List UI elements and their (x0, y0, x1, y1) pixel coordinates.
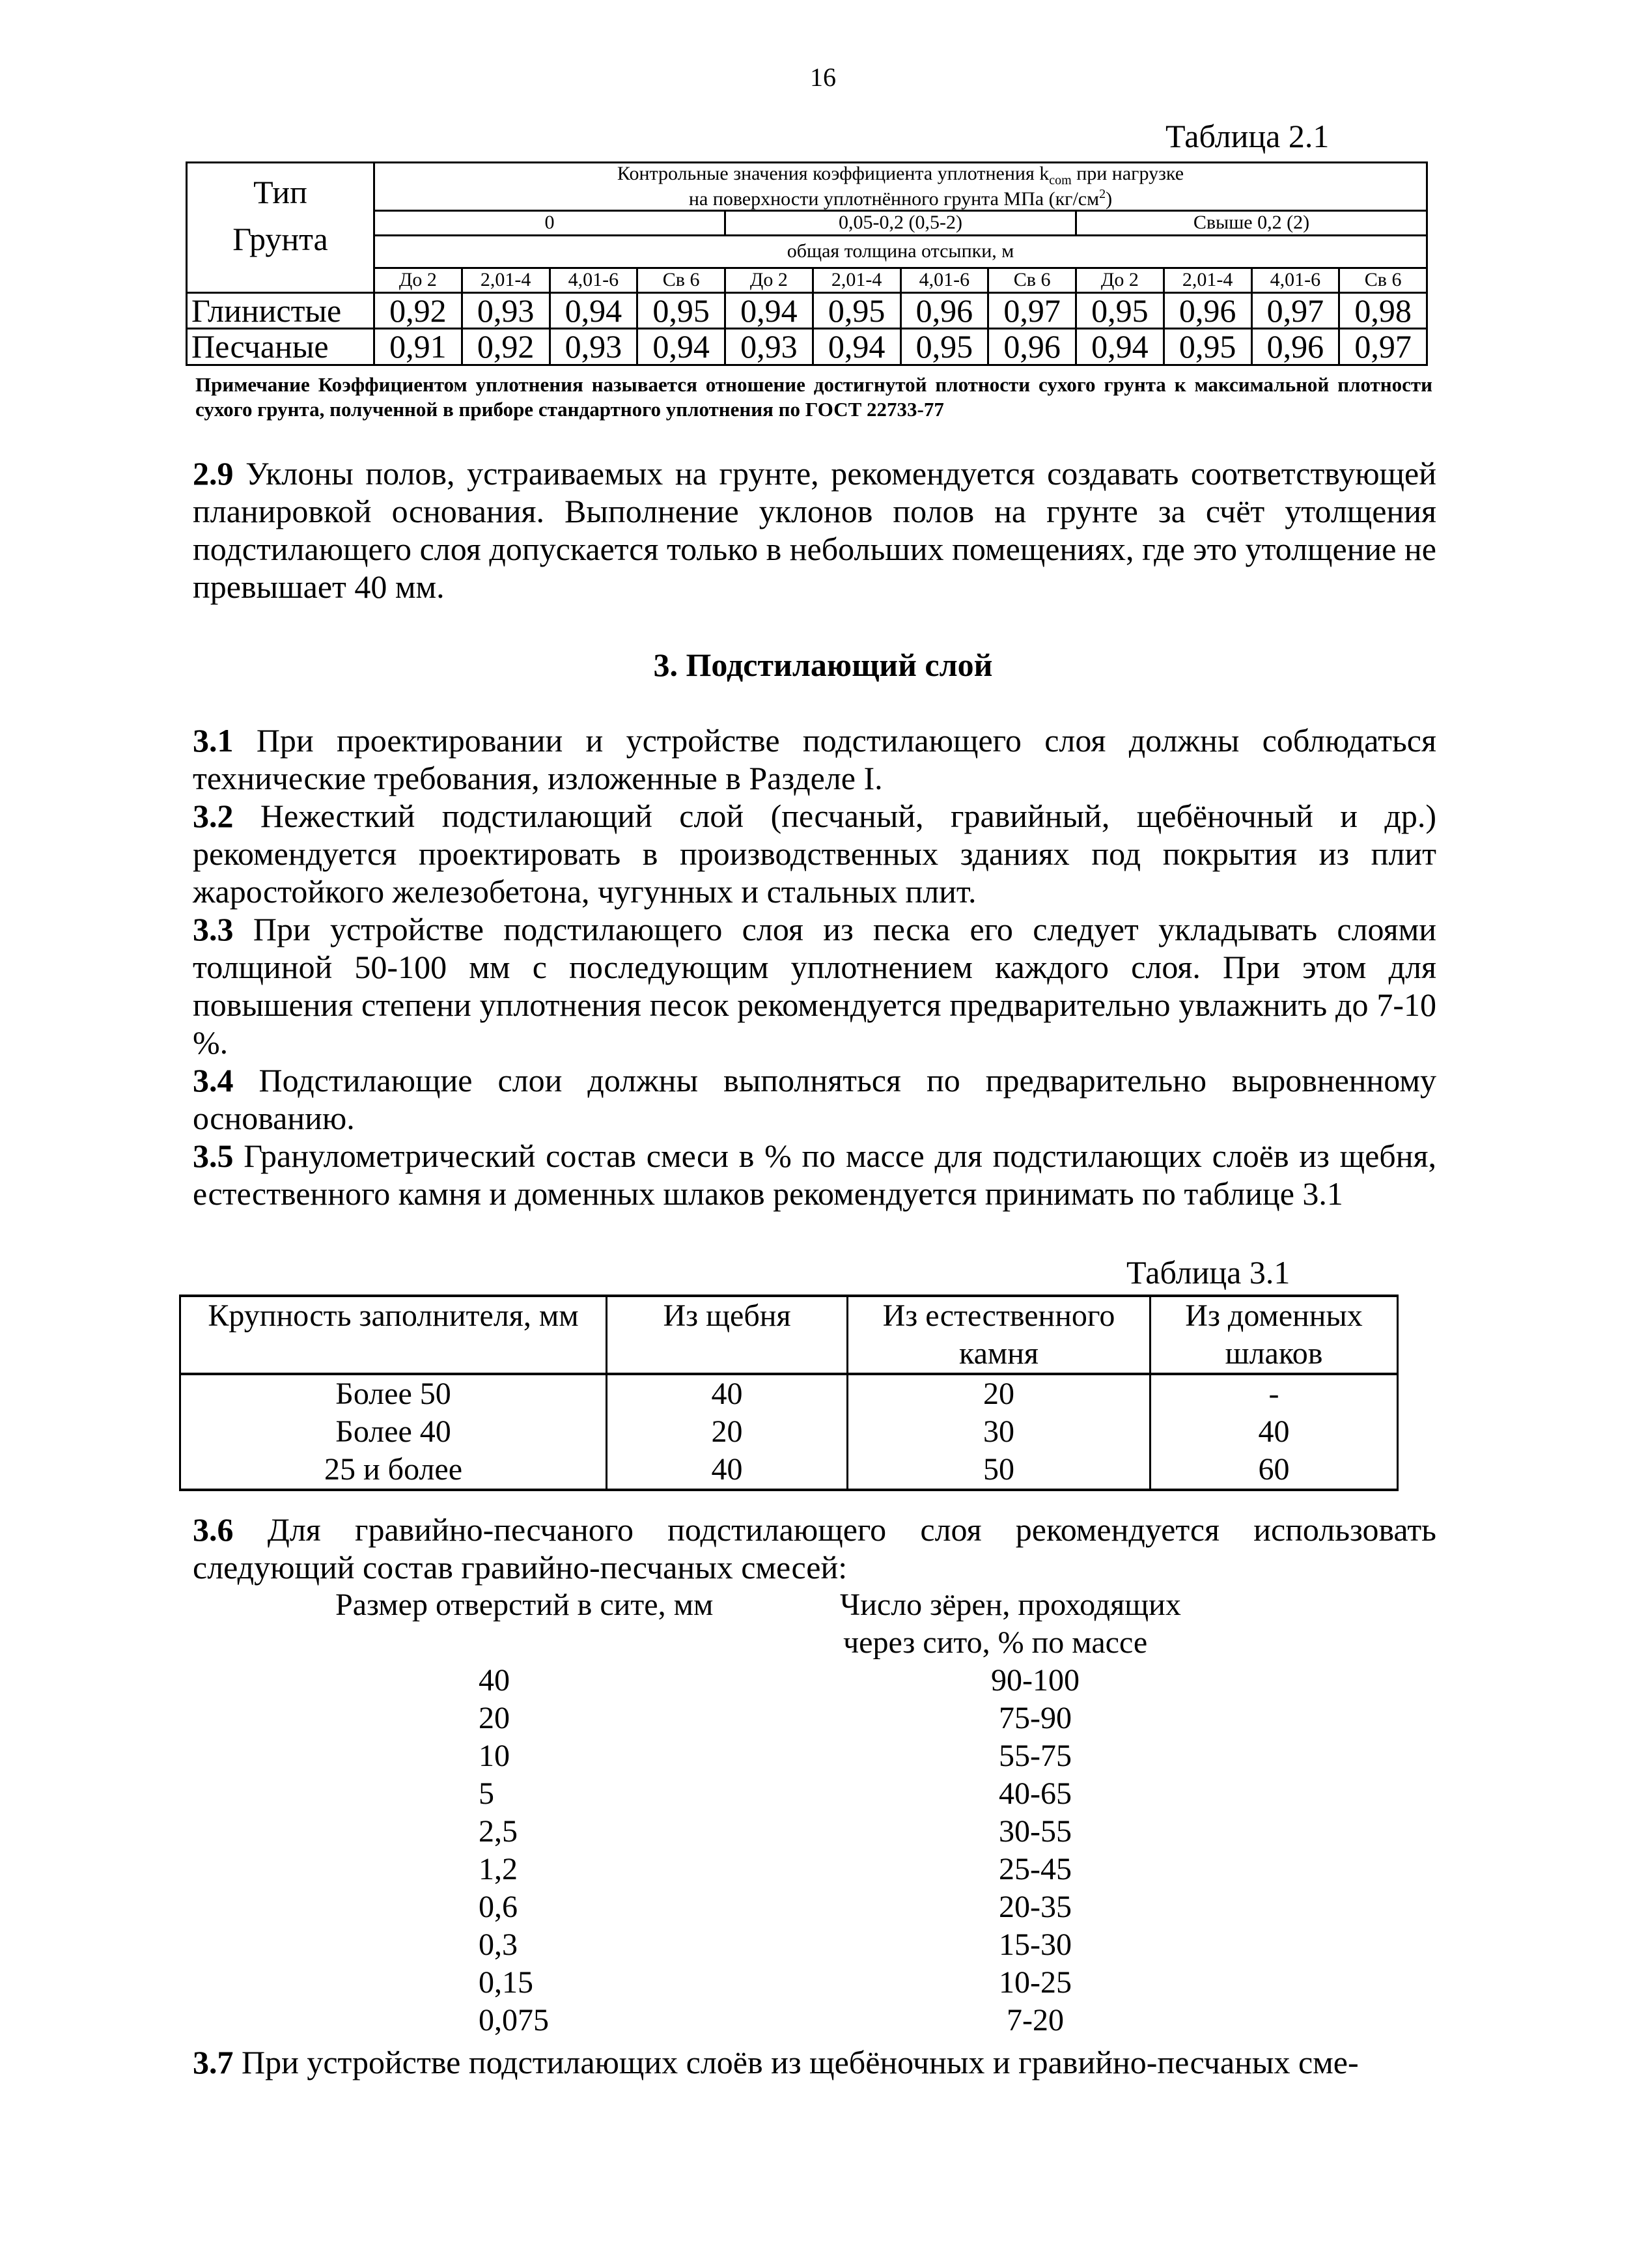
percentage-cell: 40 (607, 1451, 848, 1490)
coefficient-cell: 0,96 (988, 329, 1076, 365)
table-row (180, 1451, 1398, 1490)
aggregate-size-cell: Более 50 (180, 1374, 607, 1413)
coefficient-cell: 0,91 (374, 329, 462, 365)
sieve-row (0, 1851, 1646, 1888)
coefficient-cell: 0,92 (462, 329, 550, 365)
coefficient-cell: 0,95 (1164, 329, 1251, 365)
sieve-col2-header-line2: через сито, % по массе (843, 1625, 1148, 1660)
coefficient-cell: 0,94 (813, 329, 900, 365)
thickness-column-header: Св 6 (1339, 268, 1427, 292)
sieve-size: 40 (479, 1663, 510, 1698)
coefficient-cell: 0,93 (550, 329, 637, 365)
paragraph-3-2: 3.2 Нежесткий подстилающий слой (песчаный, гравийный, щебёночный и др.) рекомендуется проектировать в производственных зданиях под покрытия из плит жаростойкого железобетона, чугунных и стальных плит. (193, 798, 1436, 910)
coefficient-cell: 0,97 (988, 292, 1076, 329)
table-row (180, 1413, 1398, 1451)
thickness-column-header: До 2 (1076, 268, 1164, 292)
paragraph-number: 3.7 (193, 2044, 234, 2080)
column-header: Из естественного камня (848, 1296, 1151, 1374)
paragraph-3-5: 3.5 Гранулометрический состав смеси в % по массе для подстилающих слоёв из щебня, естественного камня и доменных шлаков рекомендуется принимать по таблице 3.1 (193, 1138, 1436, 1212)
coefficient-cell: 0,95 (900, 329, 988, 365)
sieve-size: 1,2 (479, 1852, 518, 1886)
sieve-size: 5 (479, 1776, 494, 1811)
percentage-cell: 20 (607, 1413, 848, 1451)
coefficient-cell: 0,97 (1339, 329, 1427, 365)
sieve-col1-header: Размер отверстий в сите, мм (335, 1588, 714, 1622)
load-group-header: 0,05-0,2 (0,5-2) (725, 210, 1076, 235)
paragraph-number: 3.1 (193, 722, 234, 759)
soil-type-header: Тип Грунта (187, 163, 374, 293)
paragraph-number: 3.4 (193, 1062, 234, 1099)
paragraph-3-6: 3.6 Для гравийно-песчаного подстилающего слоя рекомендуется использовать следующий состав гравийно-песчаных смесей: (193, 1511, 1436, 1586)
paragraph-number: 3.3 (193, 911, 234, 947)
percentage-cell: 40 (1151, 1413, 1398, 1451)
sieve-row (0, 1888, 1646, 1926)
thickness-column-header: Св 6 (988, 268, 1076, 292)
sieve-size: 0,6 (479, 1890, 518, 1924)
paragraph-number: 3.5 (193, 1138, 234, 1174)
coefficient-cell: 0,97 (1251, 292, 1339, 329)
table-row (187, 329, 1427, 365)
percentage-cell: 60 (1151, 1451, 1398, 1490)
sieve-row (0, 2002, 1646, 2039)
sieve-row (0, 1926, 1646, 1964)
sieve-size: 0,075 (479, 2003, 549, 2037)
section-3-paragraphs (193, 721, 1436, 1212)
thickness-column-header: 4,01-6 (900, 268, 988, 292)
passing-percent: 40-65 (999, 1776, 1072, 1811)
aggregate-size-cell: 25 и более (180, 1451, 607, 1490)
table-2-1-caption: Таблица 2.1 (1165, 118, 1330, 154)
coefficient-cell: 0,95 (637, 292, 725, 329)
passing-percent: 20-35 (999, 1890, 1072, 1924)
sieve-size: 2,5 (479, 1814, 518, 1849)
coefficient-cell: 0,94 (725, 292, 813, 329)
thickness-column-header: До 2 (374, 268, 462, 292)
sieve-row (0, 1775, 1646, 1813)
passing-percent: 10-25 (999, 1965, 1072, 2000)
paragraph-2-9: 2.9 Уклоны полов, устраиваемых на грунте, рекомендуется создавать соответствующей планировкой основания. Выполнение уклонов полов на грунте за счёт утолщения подстилающего слоя допускается только в небольших помещениях, где это утолщение не превышает 40 мм. (193, 455, 1436, 605)
passing-percent: 7-20 (1007, 2003, 1064, 2037)
coefficient-cell: 0,95 (1076, 292, 1164, 329)
thickness-column-header: 2,01-4 (813, 268, 900, 292)
sieve-row (0, 1662, 1646, 1700)
column-header: Из доменных шлаков (1151, 1296, 1398, 1374)
paragraph-3-4: 3.4 Подстилающие слои должны выполняться по предварительно выровненному основанию. (193, 1062, 1436, 1136)
passing-percent: 15-30 (999, 1927, 1072, 1962)
coefficient-cell: 0,96 (1164, 292, 1251, 329)
table-3-1 (179, 1295, 1399, 1491)
passing-percent: 75-90 (999, 1701, 1072, 1735)
passing-percent: 25-45 (999, 1852, 1072, 1886)
thickness-column-header: 2,01-4 (1164, 268, 1251, 292)
load-group-header: Свыше 0,2 (2) (1076, 210, 1427, 235)
coefficient-cell: 0,94 (637, 329, 725, 365)
coefficient-cell: 0,92 (374, 292, 462, 329)
paragraph-3-3: 3.3 При устройстве подстилающего слоя из песка его следует укладывать слоями толщиной 50-100 мм с последующим уплотнением каждого слоя. При этом для повышения степени уплотнения песок рекомендуется предварительно увлажнить до 7-10 %. (193, 911, 1436, 1061)
percentage-cell: 20 (848, 1374, 1151, 1413)
thickness-column-header: До 2 (725, 268, 813, 292)
sieve-row (0, 1813, 1646, 1851)
soil-type-cell: Песчаные (187, 329, 374, 365)
coefficient-cell: 0,94 (1076, 329, 1164, 365)
sieve-col2-header-line1: Число зёрен, проходящих (840, 1588, 1181, 1622)
coefficient-cell: 0,95 (813, 292, 900, 329)
paragraph-number: 2.9 (193, 455, 234, 492)
table-2-1-note: Примечание Коэффициентом уплотнения называется отношение достигнутой плотности сухого грунта к максимальной плотности сухого грунта, полученной в приборе стандартного уплотнения по ГОСТ 22733-77 (195, 373, 1432, 421)
sieve-table (0, 1662, 1646, 2039)
coefficient-cell: 0,93 (725, 329, 813, 365)
thickness-column-header: 2,01-4 (462, 268, 550, 292)
column-header: Крупность заполнителя, мм (180, 1296, 607, 1374)
page-number: 16 (810, 63, 836, 92)
coefficient-cell: 0,94 (550, 292, 637, 329)
section-3-heading: 3. Подстилающий слой (653, 647, 993, 683)
sieve-size: 0,15 (479, 1965, 533, 2000)
thickness-column-header: 4,01-6 (550, 268, 637, 292)
coefficient-cell: 0,96 (1251, 329, 1339, 365)
percentage-cell: 30 (848, 1413, 1151, 1451)
thickness-column-header: 4,01-6 (1251, 268, 1339, 292)
paragraph-3-7: 3.7 При устройстве подстилающих слоёв из щебёночных и гравийно-песчаных сме- (193, 2044, 1359, 2080)
table-3-1-caption: Таблица 3.1 (1126, 1254, 1290, 1291)
sieve-size: 20 (479, 1701, 510, 1735)
sieve-size: 0,3 (479, 1927, 518, 1962)
paragraph-number: 3.6 (193, 1511, 234, 1548)
passing-percent: 55-75 (999, 1739, 1072, 1773)
sieve-row (0, 1964, 1646, 2002)
sieve-size: 10 (479, 1739, 510, 1773)
soil-type-cell: Глинистые (187, 292, 374, 329)
main-header: Контрольные значения коэффициента уплотнения $k_{com}$ при нагрузке на поверхности уплотнённого грунта МПа $(кг/см^2)$ (374, 163, 1427, 211)
percentage-cell: - (1151, 1374, 1398, 1413)
sieve-row (0, 1737, 1646, 1775)
coefficient-cell: 0,98 (1339, 292, 1427, 329)
paragraph-3-1: 3.1 При проектировании и устройстве подстилающего слоя должны соблюдаться технические требования, изложенные в Разделе I. (193, 722, 1436, 796)
coefficient-cell: 0,93 (462, 292, 550, 329)
table-row (180, 1374, 1398, 1413)
table-row (187, 292, 1427, 329)
percentage-cell: 40 (607, 1374, 848, 1413)
coefficient-cell: 0,96 (900, 292, 988, 329)
passing-percent: 30-55 (999, 1814, 1072, 1849)
aggregate-size-cell: Более 40 (180, 1413, 607, 1451)
load-group-header: 0 (374, 210, 725, 235)
sieve-row (0, 1700, 1646, 1737)
column-header: Из щебня (607, 1296, 848, 1374)
table-2-1 (186, 161, 1428, 366)
passing-percent: 90-100 (991, 1663, 1080, 1698)
thickness-header: общая толщина отсыпки, м (374, 235, 1427, 268)
paragraph-number: 3.2 (193, 798, 234, 834)
thickness-column-header: Св 6 (637, 268, 725, 292)
percentage-cell: 50 (848, 1451, 1151, 1490)
